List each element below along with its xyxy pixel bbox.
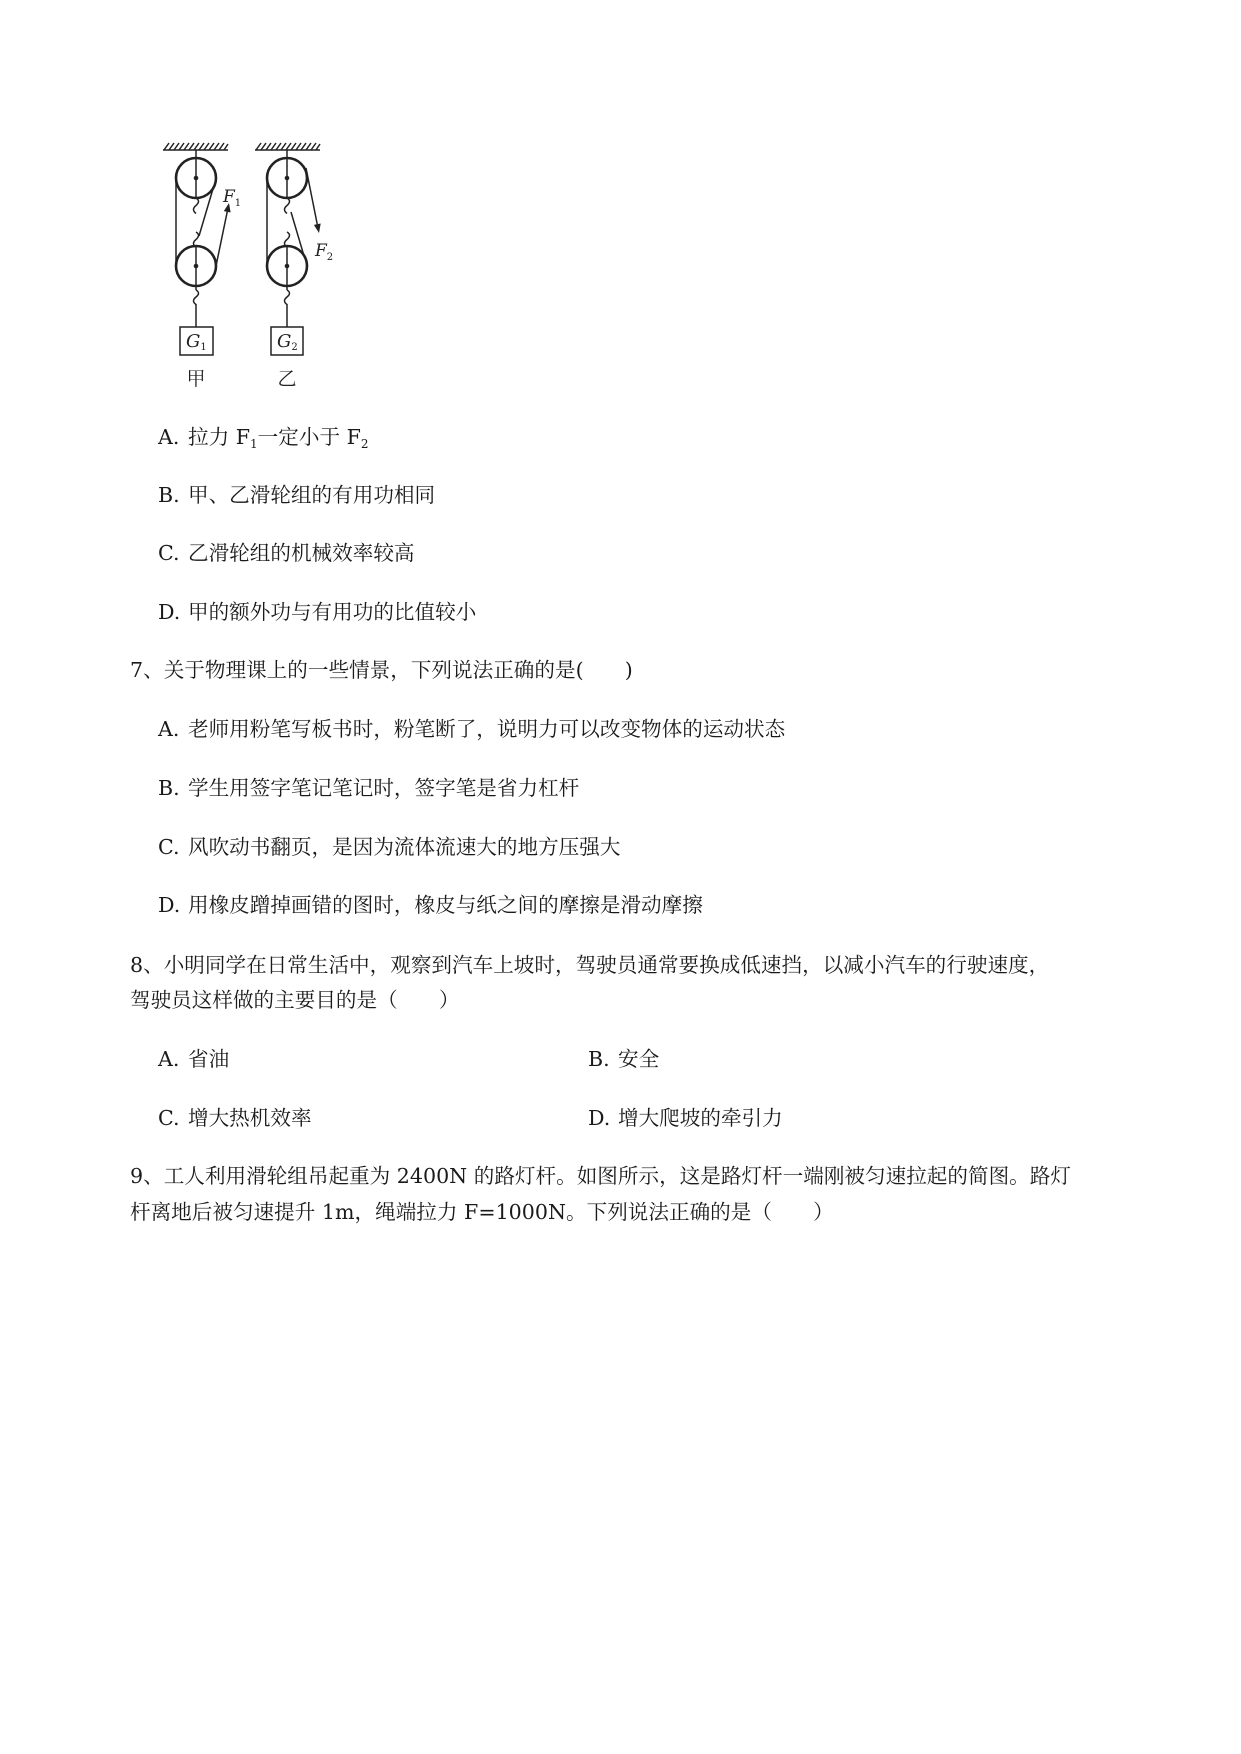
option-letter: D. bbox=[158, 893, 181, 917]
weight-label-g2: G2 bbox=[277, 331, 298, 353]
q8-option-a bbox=[158, 1046, 229, 1072]
hook-fixed-left bbox=[194, 198, 199, 214]
subscript: 1 bbox=[250, 437, 258, 451]
force-label-f1: $F_1$ bbox=[223, 187, 242, 209]
q7-option-c bbox=[158, 834, 620, 860]
q6-option-b bbox=[158, 482, 435, 508]
option-text: 安全 bbox=[618, 1047, 660, 1071]
option-text: 学生用签字笔记笔记时，签字笔是省力杠杆 bbox=[188, 776, 580, 800]
force-arrow-f2 bbox=[306, 168, 318, 228]
q6-option-a bbox=[158, 424, 369, 450]
pulley-system-figure bbox=[150, 130, 350, 400]
figure-caption-jia: 甲 bbox=[186, 368, 206, 390]
option-letter: A. bbox=[158, 717, 180, 741]
option-text: 增大热机效率 bbox=[188, 1106, 312, 1130]
option-letter: C. bbox=[158, 835, 180, 859]
q8-stem-line-1: 8、小明同学在日常生活中，观察到汽车上坡时，驾驶员通常要换成低速挡，以减小汽车的行驶速度， bbox=[130, 953, 1050, 977]
fixed-pulley-axle-left bbox=[194, 176, 199, 181]
subscript: 2 bbox=[360, 437, 369, 451]
option-text: 乙滑轮组的机械效率较高 bbox=[188, 541, 415, 565]
option-letter: A. bbox=[158, 1047, 180, 1071]
q6-option-d bbox=[158, 599, 476, 625]
option-letter: A. bbox=[158, 425, 180, 449]
hook-fixed-right bbox=[285, 198, 290, 214]
q7-stem: 7、关于物理课上的一些情景，下列说法正确的是( ) bbox=[130, 658, 633, 682]
figure-caption-yi: 乙 bbox=[277, 368, 297, 390]
option-text: 甲、乙滑轮组的有用功相同 bbox=[188, 483, 436, 507]
q7-option-a bbox=[158, 716, 785, 742]
ceiling-hatch-left bbox=[164, 143, 228, 150]
option-text: 老师用粉笔写板书时，粉笔断了，说明力可以改变物体的运动状态 bbox=[188, 717, 786, 741]
option-letter: B. bbox=[588, 1047, 610, 1071]
q8-option-c bbox=[158, 1105, 312, 1131]
force-label-f2: $F_2$ bbox=[315, 241, 334, 263]
option-letter: D. bbox=[588, 1106, 611, 1130]
option-text: 甲的额外功与有用功的比值较小 bbox=[188, 600, 477, 624]
q8-option-d bbox=[588, 1105, 783, 1131]
movable-pulley-axle-left bbox=[194, 264, 199, 269]
option-letter: C. bbox=[158, 1106, 180, 1130]
option-letter: B. bbox=[158, 776, 180, 800]
force-arrowhead-f2 bbox=[314, 224, 321, 234]
force-arrow-f1 bbox=[216, 208, 228, 266]
option-letter: C. bbox=[158, 541, 180, 565]
q8-stem-line-2: 驾驶员这样做的主要目的是（ ） bbox=[130, 988, 460, 1012]
option-text: 风吹动书翻页，是因为流体流速大的地方压强大 bbox=[188, 835, 621, 859]
option-text: 一定小于 F bbox=[257, 425, 361, 449]
weight-label-g1: G1 bbox=[186, 331, 207, 353]
q7-option-b bbox=[158, 775, 579, 801]
ceiling-hatch-right bbox=[256, 143, 320, 150]
q6-option-c bbox=[158, 540, 415, 566]
option-letter: D. bbox=[158, 600, 181, 624]
pulley-system-jia bbox=[163, 143, 241, 390]
hook-load-right bbox=[285, 290, 290, 305]
option-text: 用橡皮蹭掉画错的图时，橡皮与纸之间的摩擦是滑动摩擦 bbox=[188, 893, 703, 917]
fixed-pulley-axle-right bbox=[285, 176, 290, 181]
pulley-system-yi bbox=[255, 143, 333, 390]
movable-pulley-axle-right bbox=[285, 264, 290, 269]
option-text: 省油 bbox=[188, 1047, 230, 1071]
q8-option-b bbox=[588, 1046, 659, 1072]
hook-load-left bbox=[194, 290, 199, 305]
option-letter: B. bbox=[158, 483, 180, 507]
option-text: 增大爬坡的牵引力 bbox=[618, 1106, 783, 1130]
q9-stem-line-1: 9、工人利用滑轮组吊起重为 2400N 的路灯杆。如图所示，这是路灯杆一端刚被匀速拉起的简图。路灯 bbox=[130, 1164, 1071, 1188]
q7-option-d bbox=[158, 892, 703, 918]
option-text: 拉力 F bbox=[188, 425, 251, 449]
q9-stem-line-2: 杆离地后被匀速提升 1m，绳端拉力 F=1000N。下列说法正确的是（ ） bbox=[130, 1200, 834, 1224]
